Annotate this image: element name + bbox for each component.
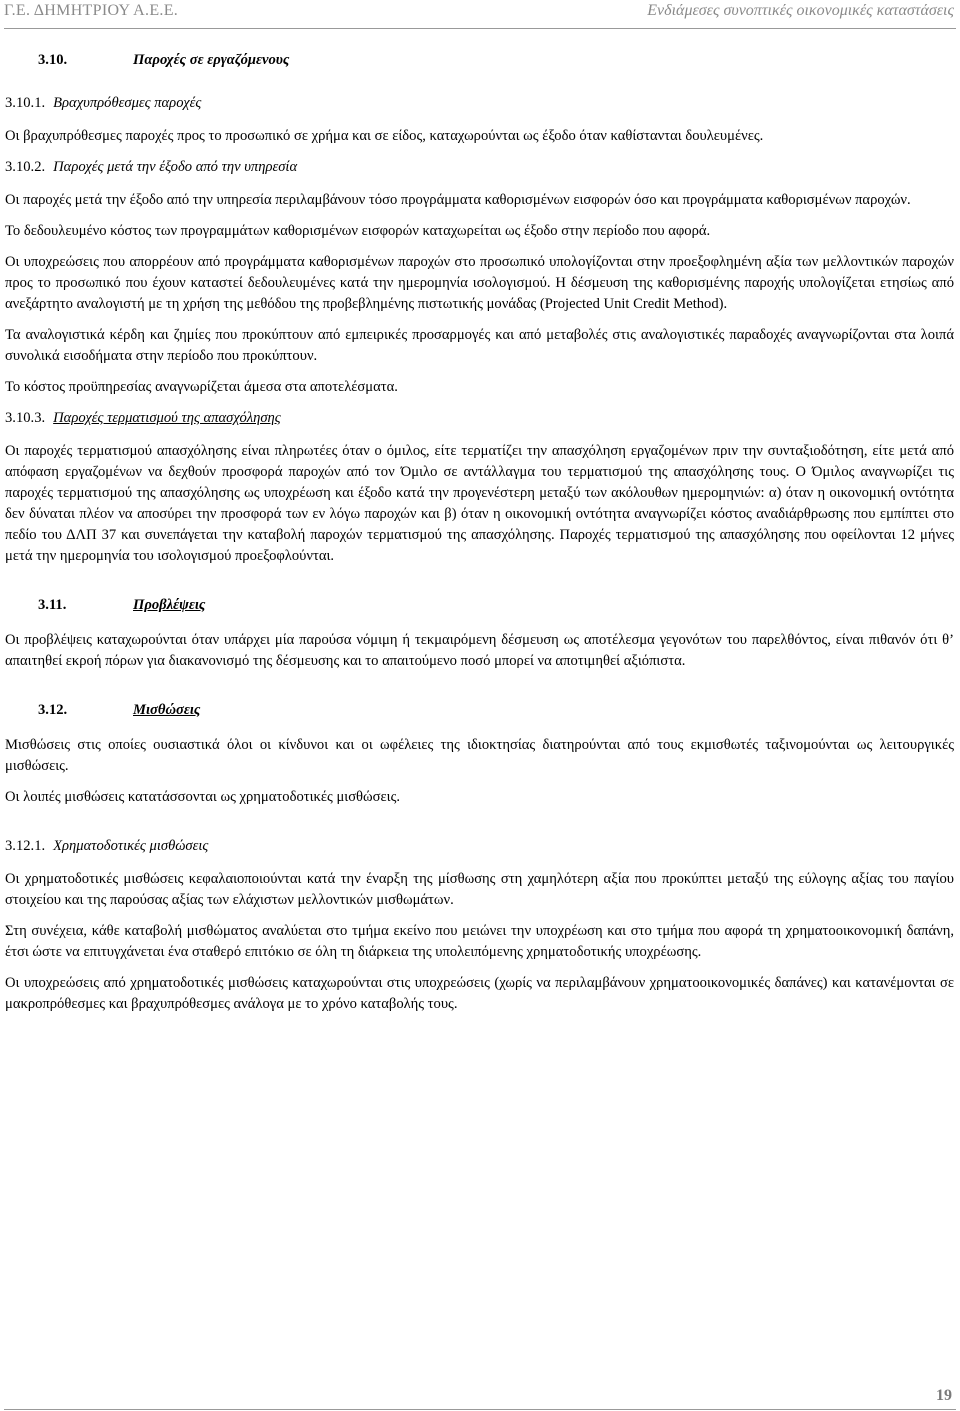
section-3-12-1-heading (5, 836, 954, 857)
page-number: 19 (936, 1387, 952, 1404)
section-number: 3.10. (38, 52, 68, 68)
section-3-10-1-heading (5, 93, 954, 114)
subsection-number: 3.10.2. (5, 159, 46, 175)
page-header (4, 0, 956, 29)
section-3-10-heading (5, 50, 954, 71)
section-title: Παροχές σε εργαζόμενους (133, 52, 290, 68)
section-3-10-3-heading (5, 408, 954, 429)
subsection-title: Παροχές τερματισμού της απασχόλησης (53, 410, 281, 426)
section-number: 3.11. (38, 597, 67, 613)
subsection-number: 3.10.3. (5, 410, 46, 426)
document-title: Ενδιάμεσες συνοπτικές οικονομικές καταστάσεις (647, 2, 954, 19)
subsection-title: Βραχυπρόθεσμες παροχές (53, 95, 202, 111)
subsection-number: 3.10.1. (5, 95, 46, 111)
paragraph: Οι βραχυπρόθεσμες παροχές προς το προσωπικό σε χρήμα και σε είδος, καταχωρούνται ως έξοδο όταν καθίστανται δουλευμένες. (5, 128, 764, 144)
section-3-10-2-heading (5, 157, 954, 178)
paragraph: Οι προβλέψεις καταχωρούνται όταν υπάρχει μία παρούσα νόμιμη ή τεκμαιρόμενη δέσμευση ως αποτέλεσμα γεγονότων του παρελθόντος, είναι πιθανόν ότι θ’ απαιτηθεί εκροή πόρων για διακανονισμό της δέσμευσης και το απαιτούμενο ποσό μπορεί να αποτιμηθεί αξιόπιστα. (5, 632, 954, 669)
paragraph: Οι χρηματοδοτικές μισθώσεις κεφαλαιοποιούνται κατά την έναρξη της μίσθωσης στη χαμηλότερη αξία που προκύπτει μεταξύ της εύλογης αξίας του παγίου στοιχείου και της παρούσας αξίας των ελάχιστων μελλοντικών μισθωμάτων. (5, 871, 954, 908)
paragraph: Μισθώσεις στις οποίες ουσιαστικά όλοι οι κίνδυνοι και οι ωφέλειες της ιδιοκτησίας διατηρούνται από τους εκμισθωτές ταξινομούνται ως λειτουργικές μισθώσεις. (5, 737, 954, 774)
paragraph: Οι υποχρεώσεις από χρηματοδοτικές μισθώσεις καταχωρούνται στις υποχρεώσεις (χωρίς να περιλαμβάνουν χρηματοοικονομικές δαπάνες) και κατανέμονται σε μακροπρόθεσμες και βραχυπρόθεσμες ανάλογα με το χρόνο καταβολής τους. (5, 975, 954, 1012)
paragraph: Οι παροχές μετά την έξοδο από την υπηρεσία περιλαμβάνουν τόσο προγράμματα καθορισμένων εισφορών όσο και προγράμματα καθορισμένων παροχών. (5, 192, 911, 208)
subsection-title: Παροχές μετά την έξοδο από την υπηρεσία (53, 159, 298, 175)
paragraph: Οι παροχές τερματισμού απασχόλησης είναι πληρωτέες όταν ο όμιλος, είτε τερματίζει την απασχόληση εργαζομένων πριν την συνταξιοδότηση, είτε μετά από απόφαση εργαζομένων να δεχθούν προσφορά παροχών από τον Όμιλο σε αντάλλαγμα του τερματισμού της απασχόλησης τους. Ο Όμιλος αναγνωρίζει τις παροχές τερματισμού της απασχόλησης ως υποχρέωση και έξοδο κατά την προγενέστερη μεταξύ των ακόλουθων ημερομηνιών: α) όταν η οικονομική οντότητα δεν δύναται πλέον να αποσύρει την προσφορά των εν λόγω παροχών και β) όταν η οικονομική οντότητα αναγνωρίζει κόστος αναδιάρθρωσης που εμπίπτει στο πεδίο του ΔΛΠ 37 και συνεπάγεται την καταβολή παροχών τερματισμού της απασχόλησης. Παροχές τερματισμού της απασχόλησης που οφείλονται 12 μήνες μετά την ημερομηνία του ισολογισμού προεξοφλούνται. (5, 443, 954, 564)
paragraph: Οι λοιπές μισθώσεις κατατάσσονται ως χρηματοδοτικές μισθώσεις. (5, 789, 401, 805)
subsection-number: 3.12.1. (5, 838, 46, 854)
paragraph: Το δεδουλευμένο κόστος των προγραμμάτων καθορισμένων εισφορών καταχωρείται ως έξοδο στην περίοδο που αφορά. (5, 223, 711, 239)
paragraph: Στη συνέχεια, κάθε καταβολή μισθώματος αναλύεται στο τμήμα εκείνο που μειώνει την υποχρέωση και στο τμήμα που αφορά τη χρηματοοικονομική δαπάνη, έτσι ώστε να επιτυγχάνεται ένα σταθερό επιτόκιο σε όλη τη διάρκεια της υπολειπόμενης χρηματοδοτικής υποχρέωσης. (5, 923, 954, 960)
subsection-title: Χρηματοδοτικές μισθώσεις (53, 838, 209, 854)
footer-rule (4, 1409, 956, 1410)
paragraph: Οι υποχρεώσεις που απορρέουν από προγράμματα καθορισμένων παροχών στο προσωπικό υπολογίζονται στην προεξοφλημένη αξία των μελλοντικών παροχών προς το προσωπικό που έχουν καταστεί δεδουλευμένες κατά την ημερομηνία ισολογισμού. Η δέσμευση της καθορισμένης παροχής υπολογίζεται ετησίως από ανεξάρτητο αναλογιστή με τη χρήση της μεθόδου της προβεβλημένης πιστωτικής μονάδας (Projected Unit Credit Method). (5, 254, 954, 312)
company-name: Γ.Ε. ΔΗΜΗΤΡΙΟΥ Α.Ε.Ε. (4, 2, 179, 19)
section-3-12-heading (5, 700, 954, 721)
section-number: 3.12. (38, 702, 68, 718)
section-title: Μισθώσεις (133, 702, 201, 718)
page-content (5, 50, 954, 1025)
paragraph: Τα αναλογιστικά κέρδη και ζημίες που προκύπτουν από εμπειρικές προσαρμογές και από μεταβολές στις αναλογιστικές παραδοχές αναγνωρίζονται στα λοιπά συνολικά εισοδήματα στην περίοδο που προκύπτουν. (5, 327, 954, 364)
paragraph: Το κόστος προϋπηρεσίας αναγνωρίζεται άμεσα στα αποτελέσματα. (5, 379, 398, 395)
section-3-11-heading (5, 595, 954, 616)
section-title: Προβλέψεις (133, 597, 206, 613)
